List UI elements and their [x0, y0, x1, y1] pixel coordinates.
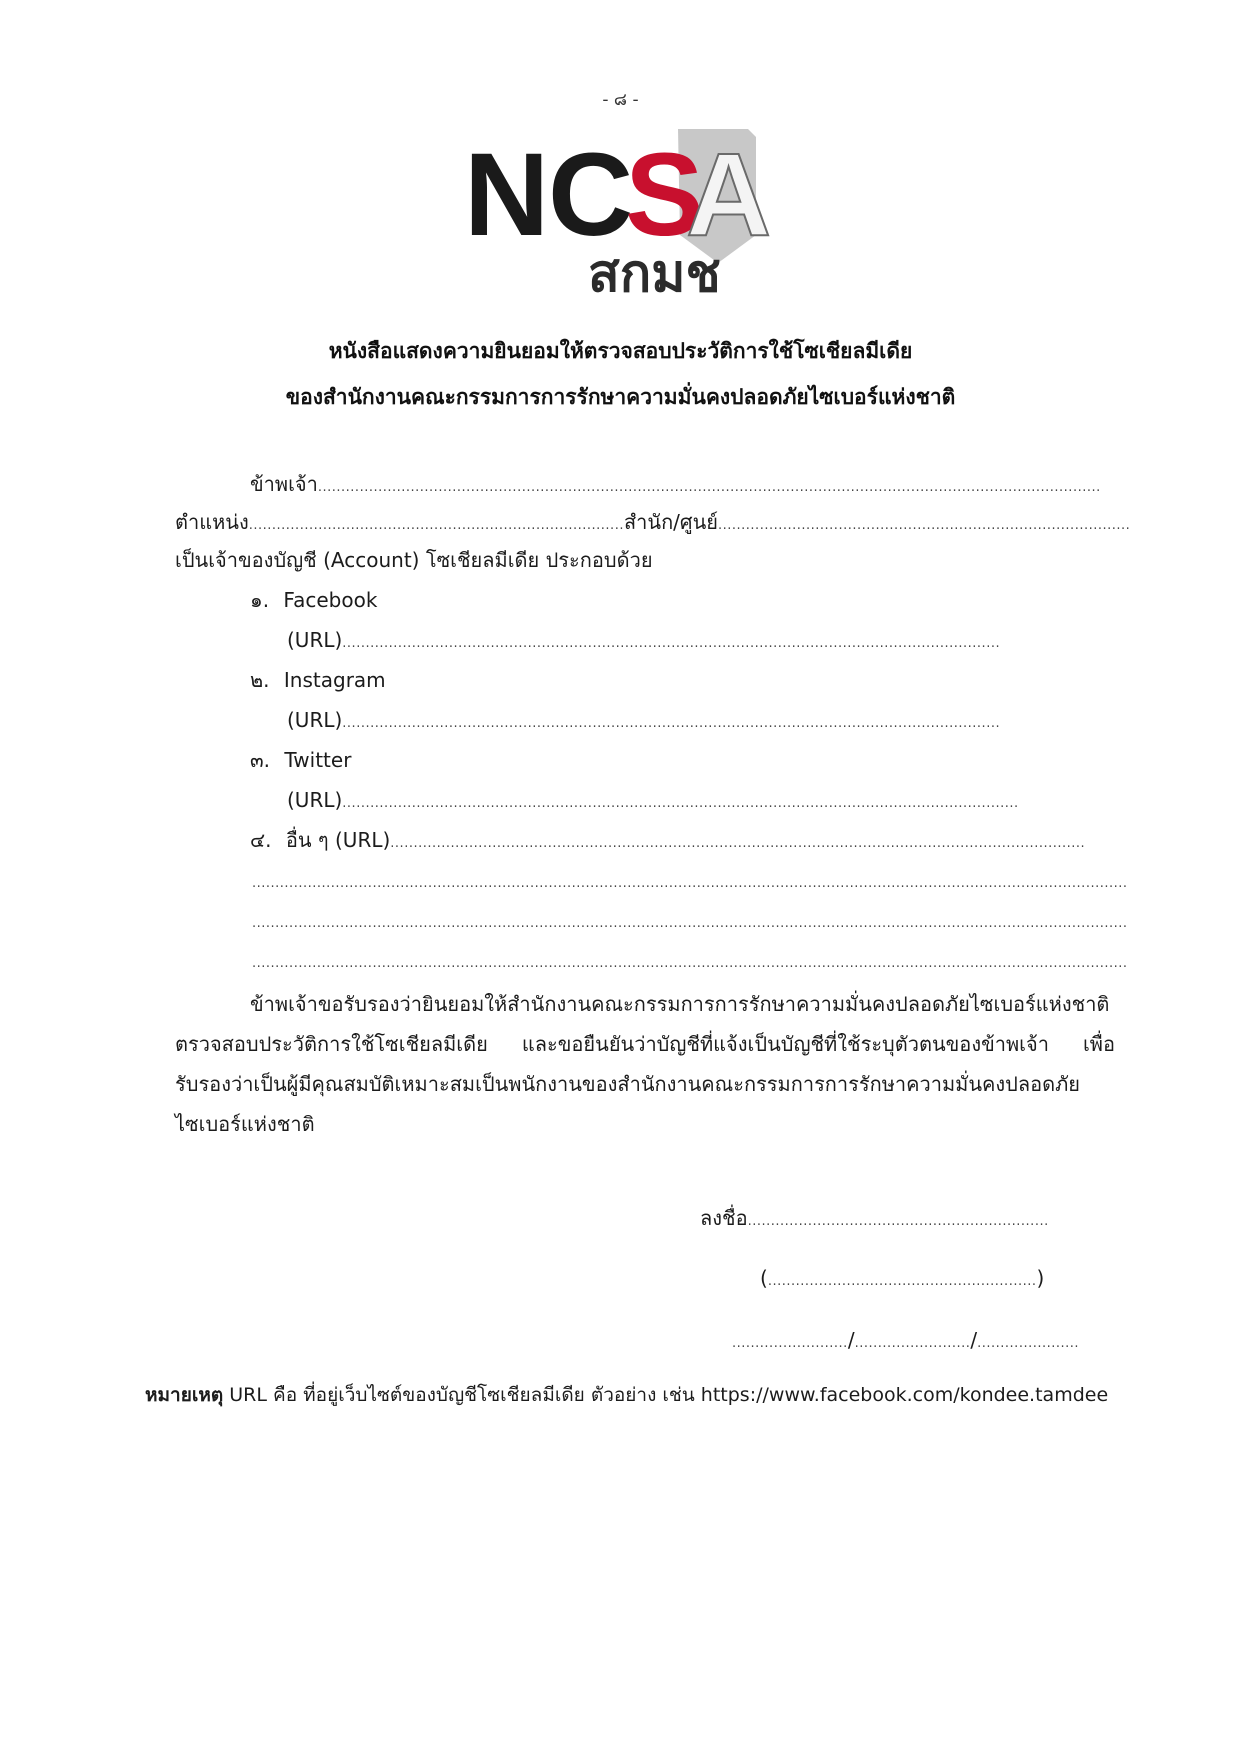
date-separator: / [970, 1328, 978, 1352]
position-row [175, 508, 1130, 540]
page-number: - ๘ - [602, 90, 639, 110]
account-label: Twitter [284, 748, 352, 772]
signature-label: ลงชื่อ [700, 1206, 748, 1230]
name-label: ข้าพเจ้า [250, 472, 318, 496]
name-field[interactable]: ......................................................................................................................................................................... [317, 480, 1101, 495]
twitter-url-field[interactable]: .................................................................................................................................................. [342, 796, 1019, 811]
account-twitter [250, 746, 351, 774]
date-month-field[interactable]: ......................... [854, 1336, 971, 1351]
other-url-field-line2[interactable]: ............................................................................................................................................................................................. [252, 876, 1128, 891]
facebook-url-field[interactable]: .............................................................................................................................................. [342, 636, 1001, 651]
other-url-field[interactable]: ...................................................................................................................................................... [390, 836, 1086, 851]
printed-name-row [760, 1264, 1044, 1296]
logo-letter-n: N [464, 129, 550, 261]
logo-letter-s: S [625, 129, 704, 261]
account-number: ๔. [250, 828, 272, 852]
logo-letter-c: C [548, 129, 634, 261]
logo-thai-subtitle: สกมช [588, 244, 721, 304]
footnote-text: URL คือ ที่อยู่เว็บไซต์ของบัญชีโซเชียลมีเดีย ตัวอย่าง เช่น https://www.facebook.com/kondee.tamdee [223, 1384, 1109, 1406]
date-year-field[interactable]: ...................... [977, 1336, 1080, 1351]
url-label: (URL) [287, 708, 343, 732]
account-label: Instagram [283, 668, 386, 692]
footnote-label: หมายเหตุ [145, 1384, 224, 1406]
printed-name-close: ) [1036, 1266, 1045, 1290]
owner-statement: เป็นเจ้าของบัญชี (Account) โซเชียลมีเดีย ประกอบด้วย [175, 548, 653, 572]
date-row [732, 1326, 1079, 1358]
position-field[interactable]: ................................................................................. [248, 518, 624, 533]
printed-name-open: ( [760, 1266, 768, 1290]
signature-row [700, 1204, 1049, 1236]
url-label: (URL) [287, 788, 343, 812]
twitter-url-row [287, 786, 1019, 818]
date-day-field[interactable]: ......................... [732, 1336, 848, 1351]
account-other [250, 826, 1085, 858]
account-number: ๒. [250, 668, 270, 692]
consent-paragraph: ข้าพเจ้าขอรับรองว่ายินยอมให้สำนักงานคณะกรรมการการรักษาความมั่นคงปลอดภัยไซเบอร์แห่งชาติ ตรวจสอบประวัติการใช้โซเชียลมีเดีย และขอยืนยันว่าบัญชีที่แจ้งเป็นบัญชีที่ใช้ระบุตัวตนของข้าพเจ้า เพื่อรับรองว่าเป็นผู้มีคุณสมบัติเหมาะสมเป็นพนักงานของสำนักงานคณะกรรมการการรักษาความมั่นคงปลอดภัยไซเบอร์แห่งชาติ [175, 992, 1115, 1136]
other-url-field-line4[interactable]: ............................................................................................................................................................................................. [252, 956, 1128, 971]
document-title-line2: ของสำนักงานคณะกรรมการการรักษาความมั่นคงปลอดภัยไซเบอร์แห่งชาติ [285, 385, 956, 409]
account-number: ๓. [250, 748, 271, 772]
account-label: Facebook [283, 588, 378, 612]
ncsa-logo-graphic [464, 125, 790, 304]
position-label: ตำแหน่ง [175, 510, 249, 534]
account-instagram [250, 666, 386, 694]
logo-letter-a: A [686, 129, 772, 261]
name-row [250, 470, 1101, 502]
facebook-url-row [287, 626, 1000, 658]
signature-field[interactable]: ................................................................. [747, 1214, 1049, 1229]
ncsa-logo [464, 125, 790, 304]
document-title-line1: หนังสือแสดงความยินยอมให้ตรวจสอบประวัติการใช้โซเชียลมีเดีย [328, 339, 913, 363]
instagram-url-row [287, 706, 1000, 738]
office-label: สำนัก/ศูนย์ [623, 510, 718, 534]
account-label: อื่น ๆ (URL) [285, 828, 391, 852]
office-field[interactable]: ......................................................................................... [718, 518, 1131, 533]
account-facebook [250, 586, 377, 614]
instagram-url-field[interactable]: .............................................................................................................................................. [342, 716, 1001, 731]
printed-name-field[interactable]: .......................................................... [767, 1274, 1037, 1289]
footnote [145, 1380, 1108, 1410]
date-separator: / [847, 1328, 855, 1352]
url-label: (URL) [287, 628, 343, 652]
other-url-field-line3[interactable]: ............................................................................................................................................................................................. [252, 916, 1128, 931]
account-number: ๑. [250, 588, 270, 612]
